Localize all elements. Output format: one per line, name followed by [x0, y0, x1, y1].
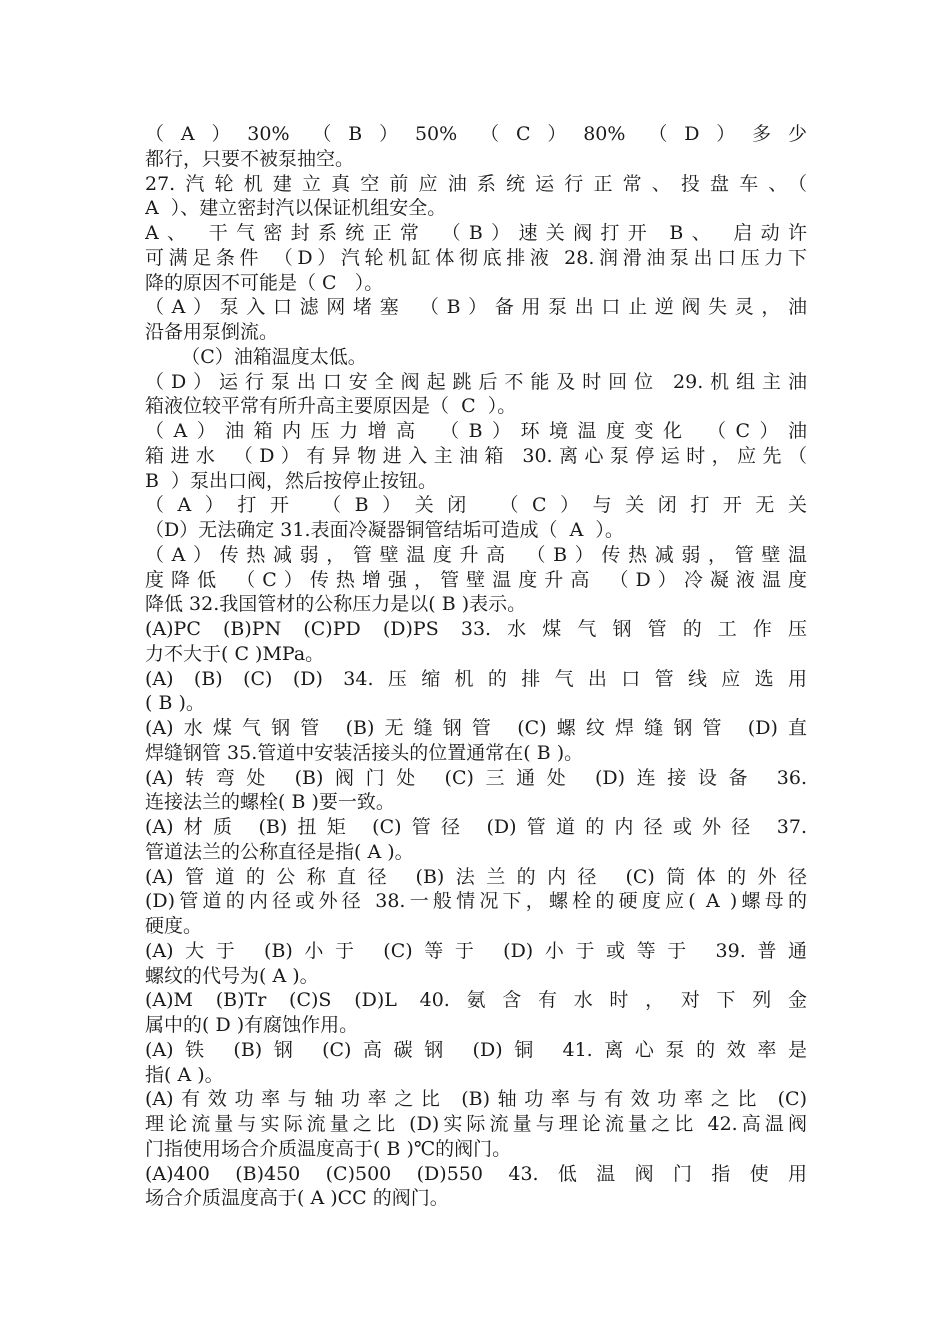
text-line: (A)M (B)Tr (C)S (D)L 40.氨含有水时，对下列金 [145, 989, 807, 1012]
text-line: 沿备用泵倒流。 [145, 321, 279, 343]
text-line: 硬度。 [145, 915, 203, 937]
text-line: (A) (B) (C) (D) 34.压缩机的排气出口管线应选用 [145, 667, 807, 690]
text-line: (D)管道的内径或外径 38.一般情况下，螺栓的硬度应( A )螺母的 [145, 890, 807, 913]
text-line: 度降低 （C）传热增强，管壁温度升高 （D）冷凝液温度 [145, 568, 807, 591]
text-line: 箱液位较平常有所升高主要原因是（ C ）。 [145, 395, 517, 418]
text-line: (A)转弯处 (B)阀门处 (C)三通处 (D)连接设备 36. [145, 766, 807, 789]
text-line: （A）传热减弱，管壁温度升高 （B）传热减弱，管壁温 [145, 543, 807, 566]
text-line: 力不大于( C )MPa。 [145, 642, 325, 665]
text-line: 指( A )。 [145, 1063, 224, 1086]
text-line: 焊缝钢管 35.管道中安装活接头的位置通常在( B )。 [145, 741, 584, 764]
text-line: 27.汽轮机建立真空前应油系统运行正常、投盘车、（ [145, 172, 807, 195]
text-line: 螺纹的代号为( A )。 [145, 964, 319, 987]
text-line: 箱进水 （D）有异物进入主油箱 30.离心泵停运时，应先（ [145, 444, 807, 467]
document-body [145, 122, 807, 1211]
text-line: ( B )。 [145, 692, 205, 715]
text-line: （D）无法确定 31.表面冷凝器铜管结垢可造成（ A ）。 [145, 519, 624, 541]
text-line: (A)管道的公称直径 (B)法兰的内径 (C)筒体的外径 [145, 865, 807, 888]
text-line: A、 干气密封系统正常 （B）速关阀打开 B、 启动许 [145, 222, 807, 244]
text-line: 属中的( D )有腐蚀作用。 [145, 1014, 359, 1036]
text-line: （A）泵入口滤网堵塞 （B）备用泵出口止逆阀失灵，油 [145, 296, 807, 319]
text-line: 降低 32.我国管材的公称压力是以( B )表示。 [145, 593, 527, 616]
text-line: 理论流量与实际流量之比 (D)实际流量与理论流量之比 42.高温阀 [145, 1113, 807, 1135]
text-line: (A)PC (B)PN (C)PD (D)PS 33.水煤气钢管的工作压 [145, 618, 807, 640]
text-line: 门指使用场合介质温度高于( B )℃的阀门。 [145, 1137, 512, 1160]
text-line: （D）运行泵出口安全阀起跳后不能及时回位 29.机组主油 [145, 370, 807, 393]
text-line: B ）泵出口阀，然后按停止按钮。 [145, 469, 438, 492]
text-line: (A)水煤气钢管 (B)无缝钢管 (C)螺纹焊缝钢管 (D)直 [145, 717, 807, 739]
text-line: 场合介质温度高于( A )CC 的阀门。 [145, 1187, 449, 1210]
text-line: （A）油箱内压力增高 （B）环境温度变化 （C）油 [145, 420, 807, 442]
text-line: 管道法兰的公称直径是指( A )。 [145, 840, 414, 863]
text-line: (A)400 (B)450 (C)500 (D)550 43.低温阀门指使用 [145, 1162, 807, 1185]
text-line: 可满足条件 （D）汽轮机缸体彻底排液 28.润滑油泵出口压力下 [145, 246, 807, 269]
text-line: （A）打开 （B）关闭 （C）与关闭打开无关 [145, 494, 807, 517]
text-line: 连接法兰的螺栓( B )要一致。 [145, 791, 395, 814]
text-line: （C）油箱温度太低。 [145, 345, 367, 368]
text-line: A ）、建立密封汽以保证机组安全。 [145, 197, 447, 220]
text-line: 降的原因不可能是（ C ）。 [145, 271, 384, 294]
text-line: (A)铁 (B)钢 (C)高碳钢 (D)铜 41.离心泵的效率是 [145, 1038, 807, 1061]
text-line: 都行，只要不被泵抽空。 [145, 147, 355, 170]
text-line: (A)材质 (B)扭矩 (C)管径 (D)管道的内径或外径 37. [145, 816, 807, 838]
text-line: (A)有效功率与轴功率之比 (B)轴功率与有效功率之比 (C) [145, 1088, 807, 1111]
text-line: （A）30% （B）50% （C）80% （D）多少 [145, 123, 807, 145]
text-line: (A)大于 (B)小于 (C)等于 (D)小于或等于 39.普通 [145, 939, 807, 962]
